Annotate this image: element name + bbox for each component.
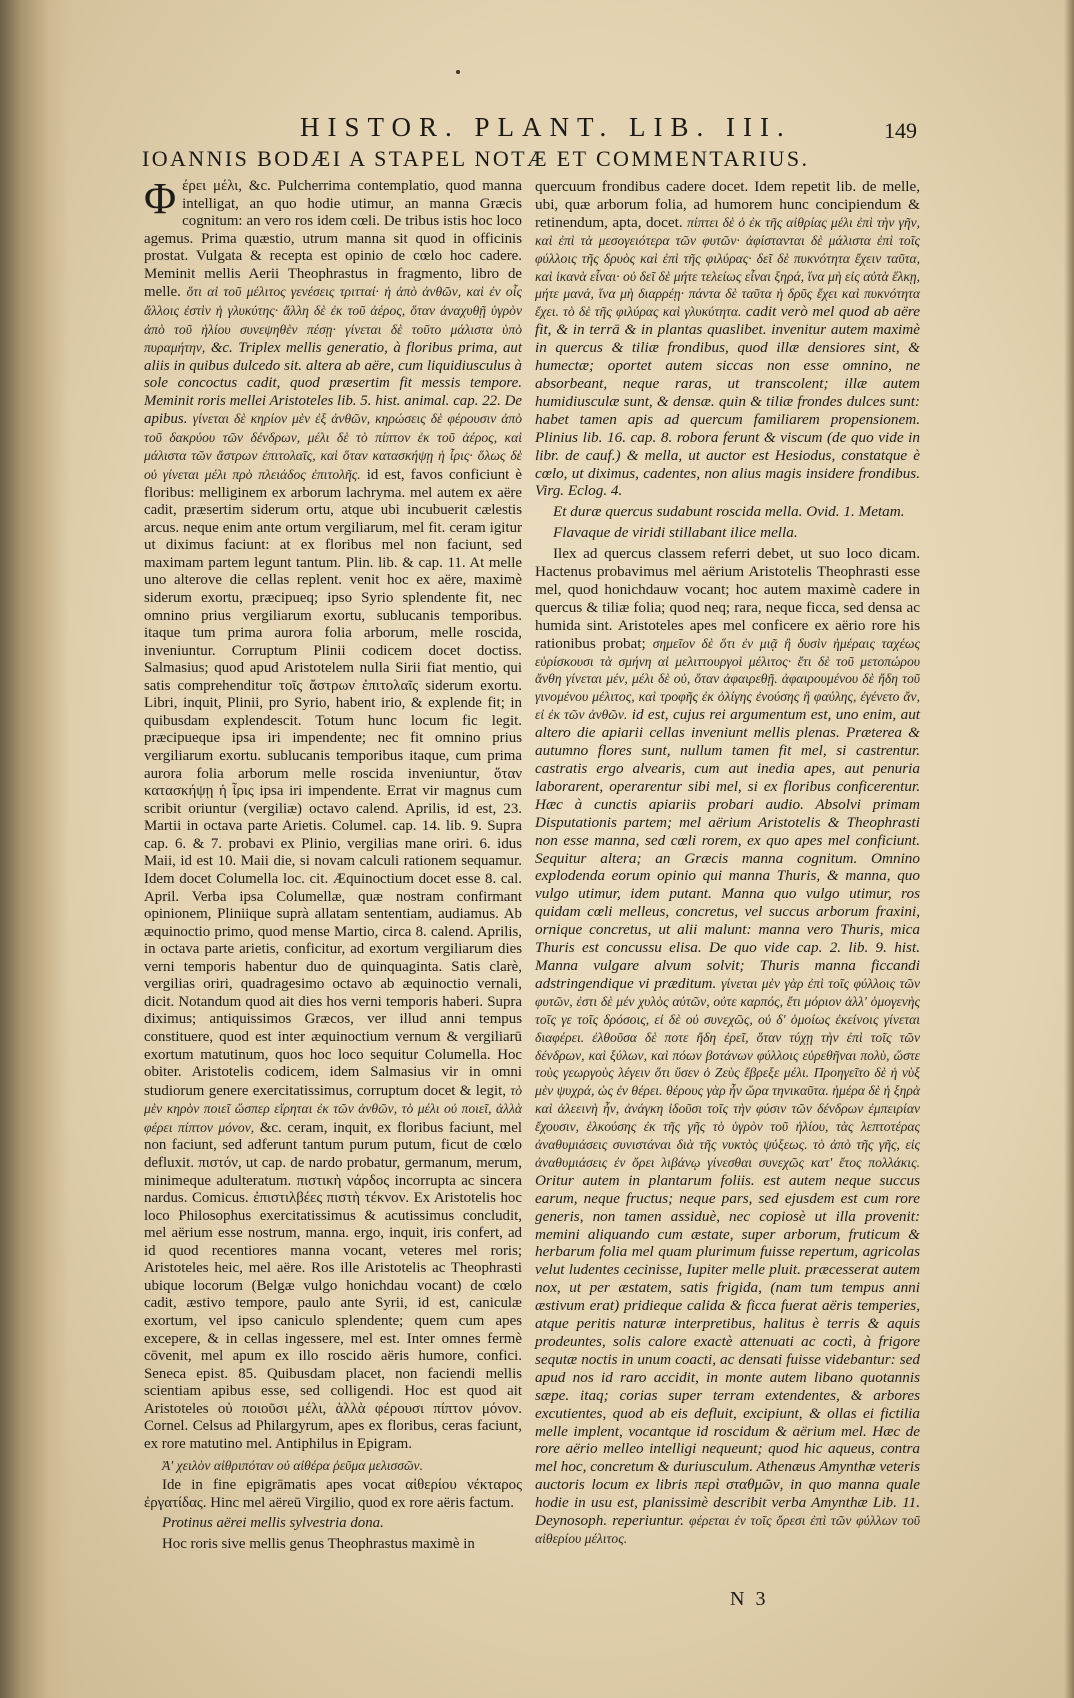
greek-quote: σημεῖον δὲ ὅτι ἐν μιᾷ ἢ δυσὶν ἡμέραις ταχέως εὑρίσκουσι τὰ σμήνη αἱ μελιττουργοὶ μέλιτος· ἔτι δὲ τοῦ μετοπώρου ἄνθη γίνεται μέν, μέλι δὲ οὐ, ὅταν ἀφαιρεθῇ. ἀφαιρουμένου δὲ ἤδη τοῦ γινομένου μέλιτος, καὶ τροφῆς ἐκ ὀλίγης ἐνούσης ἢ φαύλης, ἐγένετο ἄν, εἰ ἐκ τῶν ἀνθῶν.	[535, 635, 921, 723]
right-column	[535, 178, 920, 1550]
verse-line: Et duræ quercus sudabunt roscida mella. Ovid. 1. Metam.	[553, 503, 905, 521]
binding-gutter	[0, 0, 70, 1698]
greek-quote: τὸ μὲν κηρὸν ποιεῖ ὥσπερ εἴρηται ἐκ τῶν ἀνθῶν, τὸ μέλι οὐ ποιεῖ, ἀλλὰ φέρει πίπτον μόνον,	[144, 1082, 522, 1135]
section-subtitle: IOANNIS BODÆI A STAPEL NOTÆ ET COMMENTARIUS.	[142, 146, 810, 171]
ink-speck	[456, 70, 460, 74]
paragraph-text: Hoc roris sive mellis genus Theophrastus maximè in	[162, 1535, 475, 1552]
greek-quote: γίνεται δὲ κηρίον μὲν ἐξ ἀνθῶν, κηρώσεις δὲ φέρουσιν ἀπὸ τοῦ δακρύου τῶν δένδρων, μέλι δὲ τὸ πίπτον ἐκ τοῦ ἀέρος, καὶ μάλιστα τῶν ἄστρων ἐπιτολαῖς, καὶ ὅταν κατασκήψῃ ἡ ἶρις· ὅλως δὲ οὐ γίνεται μέλι πρὸ πλειάδος ἐπιτολῆς.	[144, 411, 523, 482]
greek-quote: ὅτι αἱ τοῦ μέλιτος γενέσεις τριτταί· ἡ ἀπὸ ἀνθῶν, καὶ ἐν οἷς ἄλλοις ἐστὶν ἡ γλυκύτης· ἄλλη δὲ ἐκ τοῦ ἀέρος, ὅταν ἀναχυθῇ ὑγρὸν ἀπὸ τοῦ ἡλίου συνεψηθὲν πέσῃ· γίνεται δὲ τοῦτο μάλιστα ὑπὸ πυραμήτην,	[144, 284, 522, 356]
drop-capital: Φ	[144, 174, 177, 223]
paragraph	[535, 178, 920, 500]
page-number: 149	[884, 118, 917, 143]
paragraph	[144, 174, 523, 1454]
greek-quote: φέρεται ἐν τοῖς ὄρεσι ἐπὶ τῶν φύλλων τοῦ αἰθερίου μέλιτος.	[535, 1513, 920, 1546]
paragraph	[535, 545, 920, 1548]
verse-line: Flavaque de viridi stillabant ilice mella.	[553, 524, 798, 542]
paragraph-text: id est, favos conficiunt è floribus: melliginem ex arborum lachryma. mel autem ex aëre cadit, præsertim siderum ortu, atque ubi incubuerit cælestis arcus. neque enim ante ortum vergiliarum, mel fit. ceram igitur ut diximus faciunt: at ex floribus mel non faciunt, sed maximam partem legunt tantum. Plin. lib. & cap. 11. At melle uno alterove die cellas replent. venit hoc ex aëre, maximè siderum exortu, præcipueq; ipso Syrio splendente fit, nec omnino prius vergiliarum exortu, sublucanis temporibus. itaque tum prima aurora folia arborum, melle roscida, inveniuntur. Corruptum Plinii codicem docet doctiss. Salmasius; quod apud Aristotelem nulla Sirii fiat mentio, qui satis comprehenditur τοῖς ἄστρων ἐπιτολαῖς siderum exortu. Libri, inquit, Plinii, pro Syrio, habent irio, & explende fit; in quibusdam explendescit. Totum hunc locum fic legit. præcipueque ipsa iri impendente; nec fit omnino prius vergiliarum exortu. sublucanis temporibus itaque, cum prima aurora folia arborum melle roscida inveniuntur, ὅταν κατασκήψῃ ἡ ἶρις ipsa iri impendente. Errat vir magnus cum scribit oriuntur (vergiliæ) octavo calend. Aprilis, id est, 23. Martii in octava parte Arietis. Columel. cap. 14. lib. 9. Supra cap. 6. & 7. probavi ex Plinio, vergilias mane oriri. 6. idus Maii, id est 10. Maii die, si novam calculi rationem sequamur. Idem docet Columella loc. cit. Æquinoctium docet esse 8. cal. April. Verba ipsa Columellæ, quæ nostram confirmant opinionem, Pliniique suprà allatam sententiam, audiamus. Ab æquinoctio primo, quod mense Martio, circa 8. calend. Aprilis, in octava parte arietis, conficitur, ad exortum vergiliarum dies verni temporis habentur duo de quinquaginta. Satis clarè, vergilias oriri, quadragesimo octavo ab æquinoctio vernali, dicit. Notandum quod ait dies hos verni temporis haberi. Supra diximus; antiquissimos Græcos, ver illud anni tempus constituere, quod est inter æquinoctium vernum & vergiliarū exortum matutinum, quos hoc loco sequitur Columella. Hoc obiter. Aristotelis codicem, idem Salmasius vir in omni studiorum genere exercitatissimus, corruptum docet & legit,	[144, 467, 522, 1099]
paragraph-text: quercuum frondibus cadere docet. Idem repetit lib. de melle, ubi, quæ arborum folia, ad humorem hunc concipiendum & retinendum, apta, docet.	[535, 178, 920, 231]
page-edge	[1064, 0, 1074, 1698]
greek-quote: γίνεται μὲν γὰρ ἐπὶ τοῖς φύλλοις τῶν φυτῶν, ἐστι δὲ μέν χυλὸς αὐτῶν, οὐτε καρπός, ἔτι μόριον ἀλλ' ὁμογενὴς τοῖς γε τοῖς δρόσοις, εἰ δὲ οὐ συνεχῶς, οὐ δ' ὁμοίως ἐκείνοις γίνεται διαφέρει. ἐλθοῦσα δὲ ποτε ἤδη ἐρεῖ, ὅταν τύχῃ τὴν ἐπὶ τοῖς τῶν δένδρων, καὶ ξύλων, καὶ πόων βοτάνων φύλλοις εὑρεθῆναι πολὺ, ὥστε τοὺς γεωργοὺς λέγειν ὅτι ὕσεν ὁ Ζεὺς ἔβρεξε μέλι. Προηγεῖτο δὲ ἡ νὺξ μὲν ψυχρά, ὡς ἐν θέρει. θέρους γὰρ ἦν ὥρα τηνικαῦτα. ἡμέρα δὲ ἡ ξηρὰ καὶ ἀλεεινὴ ἦν, ἀνάγκη ἰδοῦσι τοῖς τὴν φύσιν τῶν δένδρων ἐμπειρίαν ἔχουσιν, ἑλκούσης ἐκ τῆς γῆς τὸ ὑγρὸν τοῦ ἡλίου, τὰς λεπτοτέρας ἀναθυμιάσεις συνιστάναι διὰ τῆς νυκτὸς ψύξεως. τὸ ἀπὸ τῆς γῆς, εἰς ἀναθυμιάσεις ἐν ὄρει λιβάνῳ γίνεσθαι συνεχῶς κατ' ἔτος πολλάκις.	[535, 975, 920, 1170]
verse-line: Protinus aërei mellis sylvestria dona.	[162, 1515, 384, 1532]
signature-mark: N 3	[730, 1588, 769, 1610]
paragraph-text: cadit verò mel quod ab aëre fit, & in terrā & in plantas quaslibet. invenitur autem maximè in quercus & tiliæ frondibus, quod illæ densiores sint, & humectæ; oportet autem siccas non esse omnino, ne absorbeant, neque raras, ut transcolent; illæ autem humidiusculæ sunt, & densæ. quin & tiliæ frondes dulces sunt: habet tamen apis ad quercum familiarem propensionem. Plinius lib. 16. cap. 8. robora ferunt & viscum (de quo vide in libr. de cauf.) & mella, ut auctor est Hesiodus, constatque è cœlo, ut diximus, cadentes, non alius magis insidere frondibus. Virg. Eclog. 4.	[535, 303, 920, 500]
paragraph-text: &c. Triplex mellis generatio, à floribus prima, aut aliis in quibus dulcedo sit. altera ab aëre, cum liquidiusculus à sole concoctus cadit, quod præsertim fit messis tempore. Meminit roris mellei Aristoteles lib. 5. hist. animal. cap. 22. De apibus.	[144, 340, 522, 428]
paragraph-text: Oritur autem in plantarum foliis. est autem neque succus earum, neque fructus; neque pars, sed ejusdem est cum rore generis, non tamen assiduè, nec copiosè ut illa provenit: memini aliquando cum æstate, super arborum, fruticum & herbarum folia mel quam plurimum fuisse repertum, agricolas velut ludentes cecinisse, Iupiter melle pluit. præcesserat autem nox, ut per æstatem, satis frigida, (nam tum tempus anni æstivum erat) pridieque calida & ficca fuerat aëris temperies, atque peritis naturæ interpretibus, halitus è terris & aquis prodeuntes, solis calore exactè attenuati ac coctì, à frigore sequtæ noctis in unum coacti, ac densati fuisse videbantur: sed apud nos id raro accidit, in monte autem libano quotannis sæpe. itaq; corias super terram extendentes, & arbores excutientes, quod ab eis defluit, excipiunt, & ollas ei fictilia melle implent, vocantque id roscidum & aërium mel. Hæc de rore aërio melleo intelligi nequeunt; quod hic aqueus, contra mel hoc, concretum & duriusculum. Athenæus Amynthæ veteris auctoris locum ex libris περὶ σταθμῶν, in quo manna quale hodie in usu est, planissimè describit verba Amynthæ Lib. 11. Deynosoph. reperiuntur.	[535, 1171, 920, 1530]
running-title: HISTOR. PLANT. LIB. III.	[300, 112, 792, 142]
paragraph-text: Ilex ad quercus classem referri debet, ut suo loco dicam. Hactenus probavimus mel aërium Aristotelis Theophrasti esse mel, quod honichdauw vocant; hoc autem maximè cadere in quercus & tiliæ folia; quod neq; rara, neque ficca, sed densa ac humida sint. Aristoteles apes mel conficere ex aërio rore his rationibus probat;	[535, 545, 920, 652]
paragraph-text: έρει μέλι, &c. Pulcherrima contemplatio, quod manna intelligat, an quo hodie utimur, an manna Græcis cognitum: an vero ros idem cœli. De tribus istis hoc loco agemus. Prima quæstio, utrum manna sit quod in officinis prostat. Vulgata & recepta est opinio de cœlo hoc cadere. Meminit mellis Aerii Theophrastus in fragmento, libro de melle.	[144, 178, 522, 301]
paragraph-text: &c. ceram, inquit, ex floribus faciunt, mel non faciunt, sed adferunt tantum purum putum, ficut de cœlo defluxit. πιστόν, ut cap. de nardo probatur, germanum, merum, minimeque adulteratum. πιστικὴ νάρδος incorrupta ac sincera nardus. Comicus. ἐπιστιλβέες πιστὴ τέκνον. Ex Aristotelis hoc loco Philosophus exercitatissimus & acutissimus concludit, mel aërium esse nostrum, manna. ergo, inquit, iris confert, ad id quod recentiores manna vocant, veteres mel roris; Aristoteles heic, mel aëre. Ros ille Aristotelis ac Theophrasti ubique locorum (Belgæ vulgo honichdau vocant) de cœlo cadit, æstivo tempore, paulo ante Syrii, id est, caniculæ exortum, vel ipso caniculo splendente; quem cum apes excepere, & in cellas ingessere, mel est. Inter omnes fermè cōvenit, mel apum ex illo roscido aëris humore, confici. Seneca epist. 85. Quibusdam placet, non faciendi mellis scientiam apibus esse, sed colligendi. Hoc est quod ait Aristoteles οὐ ποιοῦσι μέλι, ἀλλὰ φέρουσι πίπτον μόνον. Cornel. Celsus ad Philargyrum, apes ex floribus, ceras faciunt, ex rore matutino mel. Antiphilus in Epigram.	[144, 1119, 522, 1452]
verse-line: Ἀ' χειλὸν αἰθριπόταν οὐ αἰθέρα ῥεῦμα μελισσῶν.	[162, 1457, 423, 1473]
left-column	[144, 174, 523, 1555]
greek-quote: πίπτει δὲ ὁ ἐκ τῆς αἰθρίας μέλι ἐπὶ τὴν γῆν, καὶ ἐπὶ τὰ μεσογειότερα τῶν φυτῶν· ἀφίστανται δὲ μάλιστα ἐπὶ τοῖς φύλλοις τῆς δρυὸς καὶ ἐπὶ τῆς φιλύρας· δεῖ δὲ πυκνότητα ἔχειν ταῦτα, καὶ ἱκανὰ εἶναι· οὐ δεῖ δὲ μήτε τελείως εἶναι ξηρά, ἵνα μὴ εἰς αὐτὰ ἕλκῃ, μήτε μανά, ἵνα μὴ διαρρέῃ· πάντα δὲ ταῦτα ἡ δρῦς ἔχει καὶ πυκνότητα ἔχει. τὸ δὲ τῆς φιλύρας καὶ γλυκύτητα.	[535, 214, 921, 320]
paragraph-text: Ide in fine epigrāmatis apes vocat αἰθερίου νέκταρος ἐργατίδας. Hinc mel aëreū Virgilio, quod ex rore aëris factum.	[144, 1477, 522, 1511]
paragraph-text: id est, cujus rei argumentum est, uno enim, aut altero die apiarii cellas inveniunt mellis plenas. Præterea & autumno flores sunt, nullum tamen fit mel, si castrentur. castratis ergo alvearis, cum aut inedia apes, aut penuria laborarent, operarentur sibi mel, si ex floribus conficerentur. Hæc à cunctis apiariis probari audio. Absolvi primam Disputationis partem; mel aërium Aristotelis & Theophrasti non esse manna, sed cœli rorem, ex quo apes mel conficiunt. Sequitur altera; an Græcis manna cognitum. Omnino explodenda eorum opinio qui manna Thuris, & manna, quo vulgo utimur, idem putant. Manna quo vulgo utimur, ros quidam cœli melleus, concretus, vel succus arborum fraxini, ornique concretus, ut alii malunt: manna vero Thuris, mica Thuris est concussu elisa. De quo vide cap. 2. lib. 9. hist. Manna vulgare alvum solvit; Thuris manna ficcandi adstringendique vi præditum.	[535, 706, 921, 992]
